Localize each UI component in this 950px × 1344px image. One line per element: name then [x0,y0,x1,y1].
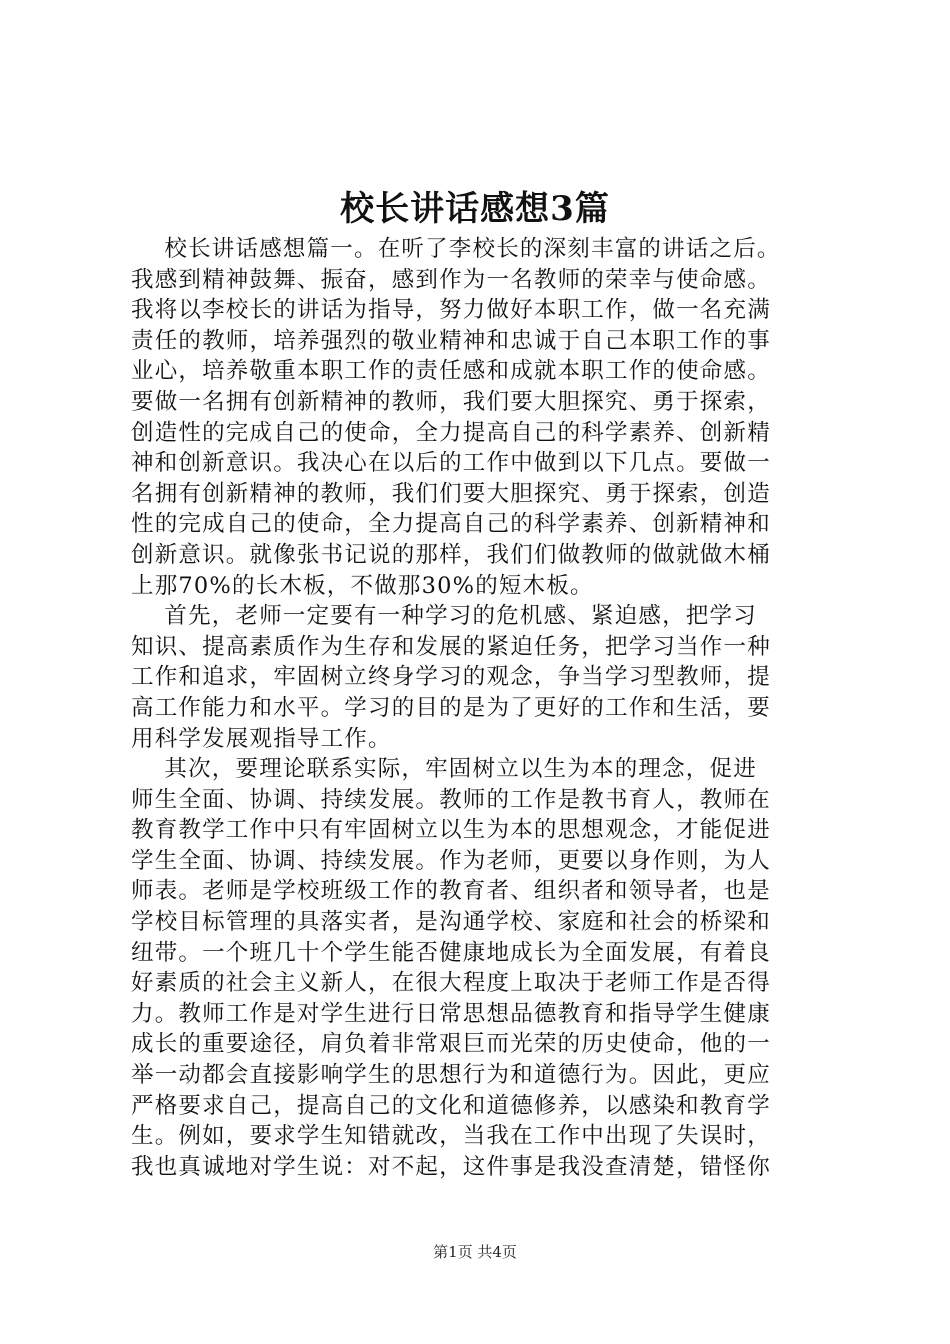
text-line: 教育教学工作中只有牢固树立以生为本的思想观念，才能促进 [131,817,771,844]
text-line: 用科学发展观指导工作。 [131,725,392,752]
text-line: 工作和追求，牢固树立终身学习的观念，争当学习型教师，提 [131,664,771,691]
text-line: 力。教师工作是对学生进行日常思想品德教育和指导学生健康 [131,1000,771,1027]
text-line: 举一动都会直接影响学生的思想行为和道德行为。因此，更应 [131,1062,771,1089]
text-line: 名拥有创新精神的教师，我们们要大胆探究、勇于探索，创造 [131,480,771,507]
text-line: 神和创新意识。我决心在以后的工作中做到以下几点。要做一 [131,450,771,477]
text-line: 校长讲话感想篇一。在听了李校长的深刻丰富的讲话之后。 [131,236,781,262]
text-line: 责任的教师，培养强烈的敬业精神和忠诚于自己本职工作的事 [131,327,771,354]
text-line: 纽带。一个班几十个学生能否健康地成长为全面发展，有着良 [131,939,771,966]
text-line: 学生全面、协调、持续发展。作为老师，更要以身作则，为人 [131,847,771,874]
text-line: 其次，要理论联系实际，牢固树立以生为本的理念，促进 [131,756,757,783]
text-line: 成长的重要途径，肩负着非常艰巨而光荣的历史使命，他的一 [131,1031,771,1058]
text-line: 业心，培养敬重本职工作的责任感和成就本职工作的使命感。 [131,358,771,385]
text-line: 高工作能力和水平。学习的目的是为了更好的工作和生活，要 [131,694,771,721]
text-line: 好素质的社会主义新人，在很大程度上取决于老师工作是否得 [131,970,771,997]
text-line: 师生全面、协调、持续发展。教师的工作是教书育人，教师在 [131,786,771,813]
text-line: 知识、提高素质作为生存和发展的紧迫任务，把学习当作一种 [131,633,771,660]
text-line: 学校目标管理的具落实者，是沟通学校、家庭和社会的桥梁和 [131,909,771,936]
text-line: 我也真诚地对学生说：对不起，这件事是我没查清楚，错怪你 [131,1153,771,1180]
text-line: 生。例如，要求学生知错就改，当我在工作中出现了失误时， [131,1123,771,1150]
text-line: 性的完成自己的使命，全力提高自己的科学素养、创新精神和 [131,511,771,538]
text-line: 首先，老师一定要有一种学习的危机感、紧迫感，把学习 [131,603,757,630]
text-line: 我将以李校长的讲话为指导，努力做好本职工作，做一名充满 [131,297,771,324]
text-line: 上那70%的长木板，不做那30%的短木板。 [131,572,594,599]
text-line: 创新意识。就像张书记说的那样，我们们做教师的做就做木桶 [131,541,771,568]
page-title: 校长讲话感想3篇 [340,189,610,229]
page-number-footer: 第1页 共4页 [433,1243,517,1261]
text-line: 要做一名拥有创新精神的教师，我们要大胆探究、勇于探索， [131,388,771,415]
text-line: 创造性的完成自己的使命，全力提高自己的科学素养、创新精 [131,419,771,446]
document-body [131,234,831,1182]
text-line: 我感到精神鼓舞、振奋，感到作为一名教师的荣幸与使命感。 [131,266,771,293]
text-line: 师表。老师是学校班级工作的教育者、组织者和领导者，也是 [131,878,771,905]
text-line: 严格要求自己，提高自己的文化和道德修养，以感染和教育学 [131,1092,771,1119]
